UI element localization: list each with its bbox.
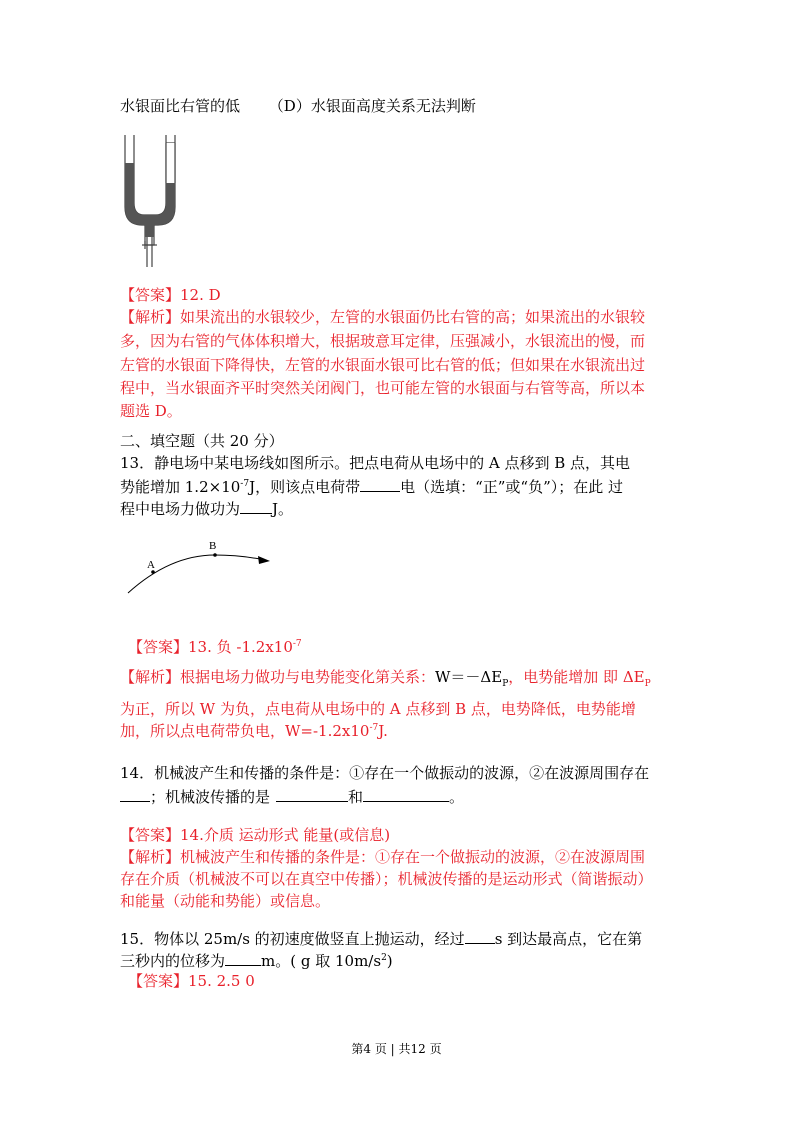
q13-analysis-3 — [120, 720, 388, 742]
q14-line-2 — [120, 786, 464, 808]
q12-answer: 【答案】12. D — [120, 286, 221, 304]
medium-blank[interactable] — [120, 787, 150, 802]
q13-line2-exp: -7 — [240, 479, 250, 489]
q13-analysis3-post: J. — [378, 722, 388, 740]
section-title: 二、填空题（共 20 分） — [120, 432, 284, 450]
label-b: B — [209, 540, 217, 552]
q14-analysis-3: 和能量（动能和势能）或信息。 — [120, 892, 331, 910]
q14-analysis-2: 存在介质（机械波不可以在真空中传播）；机械波传播的是运动形式（简谐振动） — [120, 870, 653, 888]
q14-line2-and: 和 — [348, 788, 364, 806]
q15-line2-end: ) — [386, 952, 393, 970]
q13-line2-post: 电（选填：“正”或“负”）；在此 过 — [400, 478, 624, 496]
q13-analysis-1 — [120, 666, 651, 688]
q12-analysis-3: 左管的水银面下降得快，左管的水银面水银可比右管的低；但如果在水银流出过 — [120, 356, 646, 374]
form-blank[interactable] — [276, 787, 348, 802]
q13-analysis1-mid: ，电势能增加 即 ΔE — [508, 668, 645, 686]
q13-answer — [128, 636, 302, 658]
option-c: 水银面比右管的低 — [120, 97, 241, 115]
q13-analysis3-exp: -7 — [369, 723, 379, 733]
q15-line1-pre: 15．物体以 25m/s 的初速度做竖直上抛运动，经过 — [120, 930, 465, 948]
label-a: A — [147, 559, 155, 571]
q13-line-3 — [120, 498, 293, 520]
q13-line-1: 13．静电场中某电场线如图所示。把点电荷从电场中的 A 点移到 B 点，其电 — [120, 454, 631, 472]
q13-analysis1-formula: W＝－ΔE — [435, 668, 503, 686]
work-blank[interactable] — [240, 499, 272, 514]
charge-sign-blank[interactable] — [360, 477, 400, 492]
q13-analysis-2: 为正，所以 W 为负，点电荷从电场中的 A 点移到 B 点，电势降低，电势能增 — [120, 700, 636, 718]
page-footer: 第4 页 | 共12 页 — [351, 1042, 442, 1056]
q14-line2-end: 。 — [449, 788, 465, 806]
q14-analysis-1: 【解析】机械波产生和传播的条件是：①存在一个做振动的波源，②在波源周围 — [120, 848, 646, 866]
q15-line2-exp: 2 — [381, 953, 387, 963]
q13-answer-exp: -7 — [292, 639, 302, 649]
displacement-blank[interactable] — [225, 951, 261, 966]
option-c-text — [120, 95, 476, 117]
q15-answer: 【答案】15. 2.5 0 — [128, 972, 255, 990]
q14-answer: 【答案】14.介质 运动形式 能量(或信息) — [120, 826, 391, 844]
q12-analysis-4: 程中，当水银面齐平时突然关闭阀门，也可能左管的水银面与右管等高，所以本 — [120, 379, 646, 397]
q15-line-2 — [120, 950, 393, 972]
q12-analysis-2: 多，因为右管的气体体积增大，根据玻意耳定律，压强减小，水银流出的慢，而 — [120, 332, 646, 350]
q12-analysis-1: 【解析】如果流出的水银较少，左管的水银面仍比右管的高；如果流出的水银较 — [120, 308, 646, 326]
q13-line2-pre: 势能增加 1.2×10 — [120, 478, 241, 496]
field-line-figure — [120, 535, 280, 605]
q14-line-1: 14．机械波产生和传播的条件是：①存在一个做振动的波源，②在波源周围存在 — [120, 764, 650, 782]
q15-line2-pre: 三秒内的位移为 — [120, 952, 226, 970]
option-d: （D）水银面高度关系无法判断 — [268, 97, 476, 115]
q13-line3-post: J。 — [272, 500, 294, 518]
q14-line2-mid: ；机械波传播的是 — [150, 788, 271, 806]
q13-answer-pre: 【答案】13. 负 -1.2x10 — [128, 638, 293, 656]
q15-line2-post: m。( g 取 10m/s — [261, 952, 382, 970]
q15-line-1 — [120, 928, 642, 950]
q13-analysis1-sub2: P — [644, 679, 651, 689]
q13-line2-mid: J，则该点电荷带 — [249, 478, 361, 496]
q13-analysis1-sub: P — [502, 679, 509, 689]
q13-analysis1-pre: 【解析】根据电场力做功与电势能变化第关系： — [120, 668, 436, 686]
q13-line-2 — [120, 476, 623, 498]
q13-analysis3-pre: 加，所以点电荷带负电，W=-1.2x10 — [120, 722, 370, 740]
u-tube-figure — [120, 135, 200, 275]
q13-line3-pre: 程中电场力做功为 — [120, 500, 241, 518]
q15-line1-post: s 到达最高点，它在第 — [494, 930, 643, 948]
energy-blank[interactable] — [363, 787, 449, 802]
time-blank[interactable] — [465, 929, 495, 944]
q12-analysis-5: 题选 D。 — [120, 402, 182, 420]
